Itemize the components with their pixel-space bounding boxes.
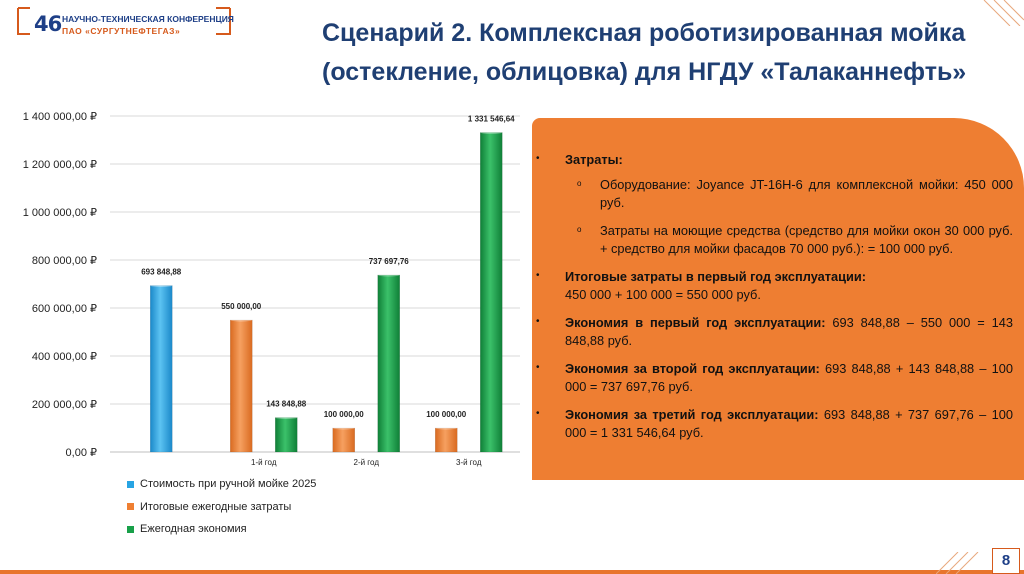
y-tick-label: 0,00 ₽ — [65, 447, 97, 459]
page-title — [322, 14, 1012, 92]
panel-item-heading: Экономия за третий год эксплуатации: — [565, 407, 819, 422]
bullet-icon: • — [536, 316, 540, 327]
legend-label: Ежегодная экономия — [140, 523, 247, 535]
data-label: 737 697,76 — [368, 256, 409, 266]
panel-sub-item — [600, 222, 1013, 258]
title-line-1: Сценарий 2. Комплексная роботизированная мойка — [322, 19, 966, 47]
legend-swatch — [127, 503, 134, 510]
sub-bullet-icon: o — [577, 225, 582, 234]
data-label: 100 000,00 — [426, 410, 467, 419]
panel-item — [565, 151, 1013, 169]
logo-line-2: ПАО «СУРГУТНЕФТЕГАЗ» — [62, 26, 181, 36]
data-label: 550 000,00 — [221, 302, 262, 311]
legend-label: Стоимость при ручной мойке 2025 — [140, 478, 317, 490]
bar-cap — [275, 416, 297, 419]
data-label: 143 848,88 — [266, 399, 307, 409]
page-number: 8 — [992, 548, 1020, 574]
bar-orange — [230, 320, 252, 452]
panel-item — [565, 406, 1013, 442]
data-label: 100 000,00 — [323, 410, 364, 419]
bar-cap — [150, 284, 172, 287]
info-panel — [532, 118, 1024, 480]
bar-orange — [333, 428, 355, 452]
legend-swatch — [127, 481, 134, 488]
bar-cap — [480, 131, 502, 134]
bar-green — [480, 132, 502, 452]
chart-legend — [127, 478, 316, 546]
bar-green — [275, 417, 297, 452]
logo-line-1: НАУЧНО-ТЕХНИЧЕСКАЯ КОНФЕРЕНЦИЯ — [62, 14, 234, 24]
conference-logo — [16, 6, 232, 36]
legend-item — [127, 478, 316, 490]
panel-item-text: Затраты на моющие средства (средство для мойки окон 30 000 руб. + средство для мойки фасадов 70 000 руб.): = 100 000 руб. — [600, 223, 1013, 256]
panel-sub-item — [600, 176, 1013, 212]
y-tick-label: 800 000,00 ₽ — [31, 255, 97, 267]
x-tick-label: 1-й год — [251, 458, 277, 467]
bullet-icon: • — [536, 270, 540, 281]
panel-item-text: Оборудование: Joyance JT-16H-6 для комплексной мойки: 450 000 руб. — [600, 177, 1013, 210]
panel-item-text: 693 848,88 – 550 000 = 143 848,88 руб. — [565, 315, 1013, 348]
panel-item-heading: Экономия за второй год эксплуатации: — [565, 361, 820, 376]
panel-item-heading: Затраты: — [565, 152, 623, 167]
panel-item-heading: Итоговые затраты в первый год эксплуатации: — [565, 269, 867, 284]
panel-item-text: 693 848,88 + 737 697,76 – 100 000 = 1 331 546,64 руб. — [565, 407, 1013, 440]
legend-item — [127, 523, 316, 535]
y-tick-label: 400 000,00 ₽ — [31, 351, 97, 363]
bar-blue — [150, 285, 172, 452]
footer-stripe — [0, 570, 1024, 574]
y-tick-label: 1 000 000,00 ₽ — [22, 207, 97, 219]
panel-item — [565, 268, 1013, 304]
bar-cap — [333, 427, 355, 430]
bullet-icon: • — [536, 153, 540, 164]
y-tick-label: 600 000,00 ₽ — [31, 303, 97, 315]
panel-item — [565, 360, 1013, 396]
panel-item-text: 693 848,88 + 143 848,88 – 100 000 = 737 697,76 руб. — [565, 361, 1013, 394]
data-label: 693 848,88 — [141, 267, 182, 277]
panel-item-heading: Экономия в первый год эксплуатации: — [565, 315, 826, 330]
bar-chart — [0, 100, 520, 475]
data-label: 1 331 546,64 — [467, 114, 515, 124]
bar-green — [378, 275, 400, 452]
bar-orange — [435, 428, 457, 452]
logo-number: 46 — [34, 12, 62, 36]
bar-cap — [435, 427, 457, 430]
x-tick-label: 2-й год — [353, 458, 379, 467]
legend-swatch — [127, 526, 134, 533]
legend-label: Итоговые ежегодные затраты — [140, 500, 292, 513]
bar-cap — [230, 319, 252, 322]
y-tick-label: 200 000,00 ₽ — [31, 399, 97, 411]
bar-cap — [378, 273, 400, 276]
footer-corner-icon — [936, 552, 990, 574]
bullet-icon: • — [536, 408, 540, 419]
panel-item-text: 450 000 + 100 000 = 550 000 руб. — [565, 287, 761, 302]
y-tick-label: 1 200 000,00 ₽ — [22, 159, 97, 171]
panel-item — [565, 314, 1013, 350]
y-tick-label: 1 400 000,00 ₽ — [22, 111, 97, 123]
bullet-icon: • — [536, 362, 540, 373]
x-tick-label: 3-й год — [456, 458, 482, 467]
sub-bullet-icon: o — [577, 179, 582, 188]
legend-item — [127, 501, 316, 513]
title-line-2: (остекление, облицовка) для НГДУ «Талаканнефть» — [322, 58, 967, 86]
